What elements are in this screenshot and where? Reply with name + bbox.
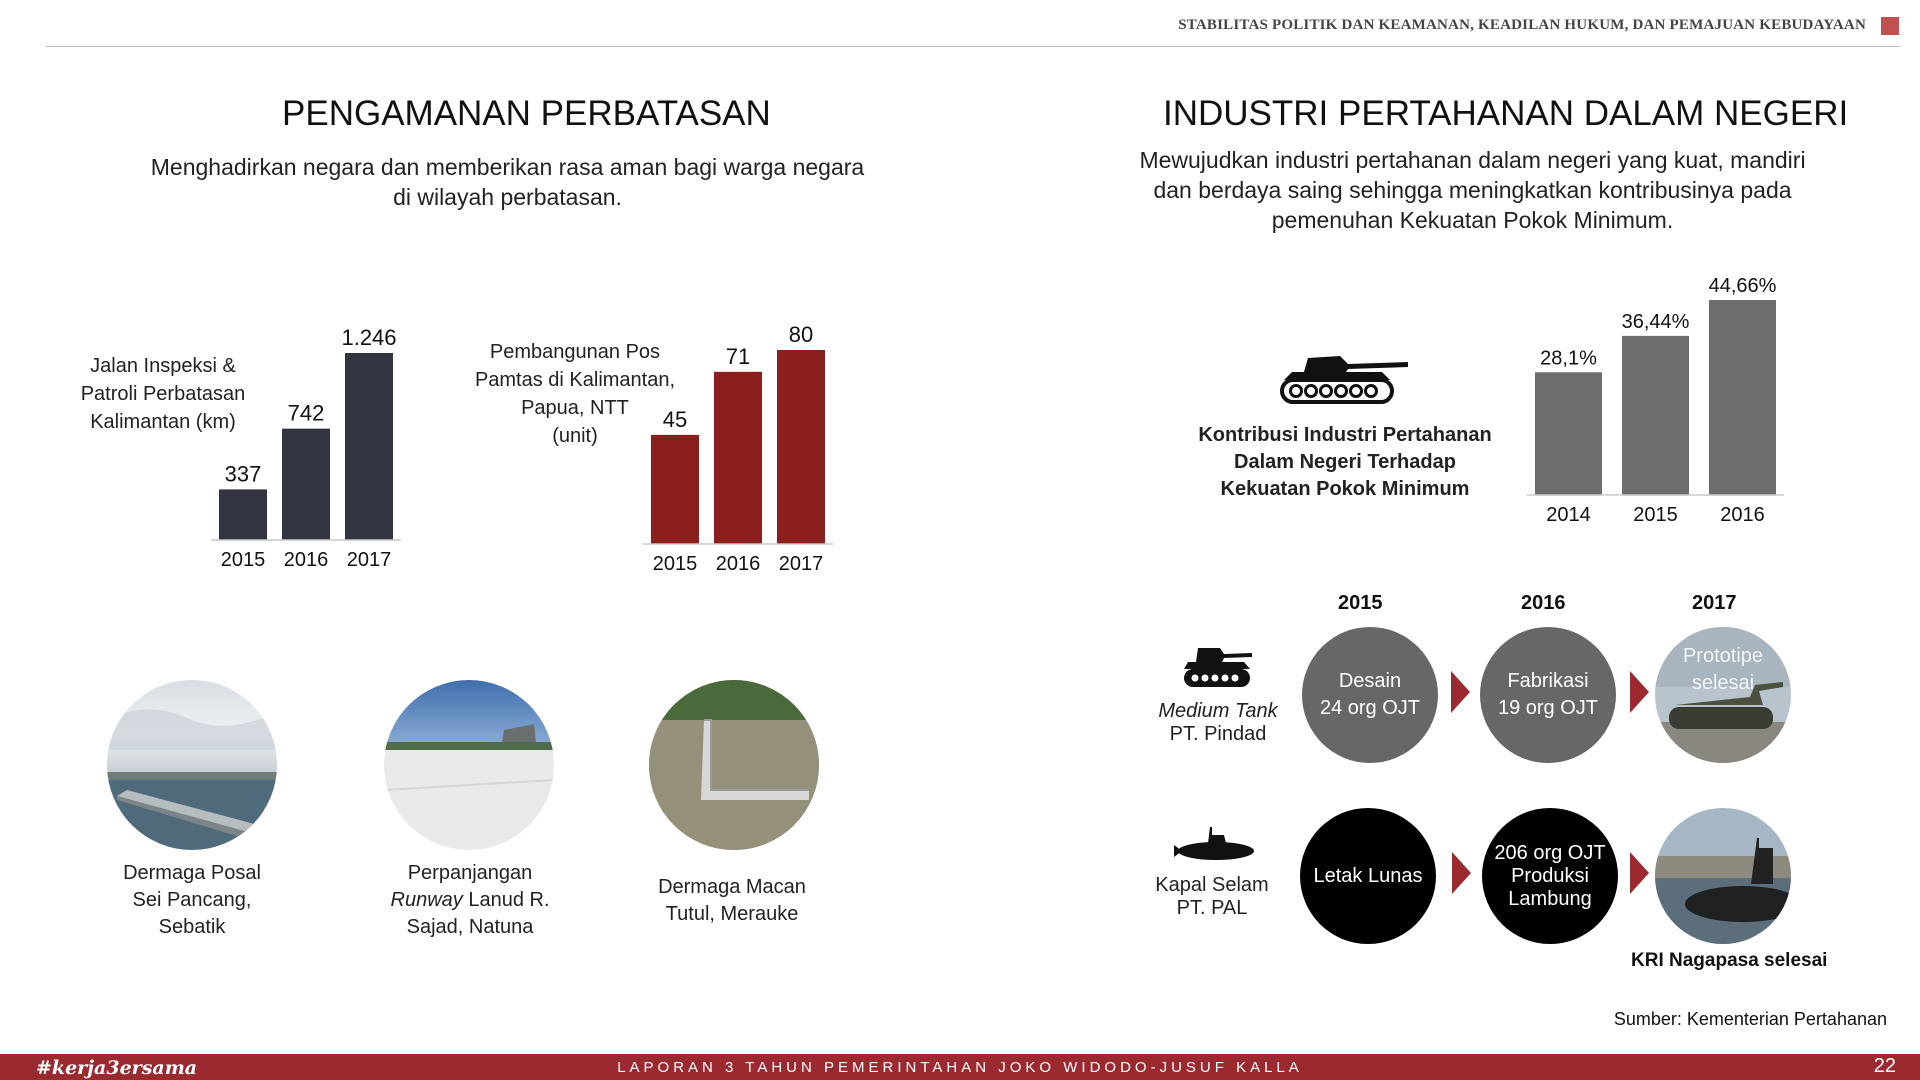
arrow-icon xyxy=(1630,671,1649,713)
step-line: Letak Lunas xyxy=(1313,864,1423,887)
bar-value-label: 71 xyxy=(725,343,751,369)
chart3-label-line: Kontribusi Industri Pertahanan xyxy=(1198,424,1492,446)
left-subtitle-line: Menghadirkan negara dan memberikan rasa aman bagi warga negara xyxy=(150,154,865,180)
caption-italic: Runway xyxy=(390,889,463,911)
chart1-label-line: Jalan Inspeksi & xyxy=(90,355,236,377)
row1-label xyxy=(1148,700,1288,746)
right-section-title: INDUSTRI PERTAHANAN DALAM NEGERI xyxy=(1163,94,1849,133)
step-line: 206 org OJT xyxy=(1494,841,1606,864)
bar-2015 xyxy=(1622,336,1689,495)
bar-value-label: 337 xyxy=(224,461,262,487)
step-line: Desain xyxy=(1338,670,1402,692)
chart2-label-line: Pamtas di Kalimantan, xyxy=(474,369,676,391)
chart2-label-line: (unit) xyxy=(552,425,598,447)
step-line: Fabrikasi xyxy=(1507,670,1589,692)
category-tick-label: 2014 xyxy=(1546,504,1591,526)
category-tick-label: 2015 xyxy=(652,553,698,575)
category-tick-label: 2016 xyxy=(715,553,761,575)
header-title: STABILITAS POLITIK DAN KEAMANAN, KEADILAN HUKUM, DAN PEMAJUAN KEBUDAYAAN xyxy=(1178,17,1866,33)
category-tick-label: 2017 xyxy=(778,553,824,575)
bar-value-label: 1.246 xyxy=(341,325,397,350)
caption-line: Sei Pancang, xyxy=(132,889,252,911)
caption-line: Sebatik xyxy=(158,916,226,938)
right-subtitle-line: pemenuhan Kekuatan Pokok Minimum. xyxy=(1271,207,1674,233)
left-section-title: PENGAMANAN PERBATASAN xyxy=(282,94,771,133)
caption-line: Perpanjangan xyxy=(407,862,533,884)
step-produksi-lambung xyxy=(1482,808,1618,944)
step-line: Lambung xyxy=(1508,887,1592,910)
source-note: Sumber: Kementerian Pertahanan xyxy=(1613,1009,1887,1029)
row1-label-italic: Medium Tank xyxy=(1158,700,1278,722)
category-tick-label: 2015 xyxy=(1633,504,1678,526)
photo-kri-nagapasa xyxy=(1655,808,1791,944)
category-tick-label: 2016 xyxy=(1720,504,1765,526)
chart2-label-line: Pembangunan Pos xyxy=(489,341,661,363)
bar-value-label: 80 xyxy=(788,322,814,347)
row2-label-line: Kapal Selam xyxy=(1155,874,1269,896)
right-subtitle-line: dan berdaya saing sehingga meningkatkan kontribusinya pada xyxy=(1153,177,1792,203)
bar-value-label: 44,66% xyxy=(1708,275,1777,297)
bar-2014 xyxy=(1535,372,1602,495)
step-letak-lunas xyxy=(1300,808,1436,944)
footer-hashtag: #kerja3ersama xyxy=(36,1057,198,1079)
row2-label-line: PT. PAL xyxy=(1176,897,1248,919)
caption-line: Lanud R. xyxy=(462,889,550,911)
caption-line: Dermaga Posal xyxy=(123,862,261,884)
bar-2016 xyxy=(1709,300,1776,495)
footer-report-title: LAPORAN 3 TAHUN PEMERINTAHAN JOKO WIDODO-JUSUF KALLA xyxy=(617,1059,1303,1076)
bar-value-label: 36,44% xyxy=(1621,310,1690,333)
step-line: selesai xyxy=(1691,672,1755,694)
step-line: Produksi xyxy=(1511,864,1589,887)
timeline-year: 2017 xyxy=(1692,592,1737,614)
step-line: 24 org OJT xyxy=(1319,697,1421,719)
submarine-icon xyxy=(1172,823,1258,865)
row2-label xyxy=(1142,874,1282,920)
page-number: 22 xyxy=(1873,1055,1896,1077)
arrow-icon xyxy=(1630,852,1649,894)
timeline-year: 2016 xyxy=(1521,592,1566,614)
step-fabrikasi xyxy=(1480,627,1616,763)
chart1-label-line: Kalimantan (km) xyxy=(90,411,236,433)
small-tank-icon xyxy=(1182,645,1254,689)
step-desain xyxy=(1302,627,1438,763)
chart3-label-line: Dalam Negeri Terhadap xyxy=(1234,451,1456,473)
kri-nagapasa-caption: KRI Nagapasa selesai xyxy=(1631,950,1828,971)
timeline-year: 2015 xyxy=(1338,592,1383,614)
caption-line: Sajad, Natuna xyxy=(406,916,534,938)
category-tick-label: 2017 xyxy=(346,549,392,571)
bar-value-label: 45 xyxy=(662,406,688,432)
chart2-label-line: Papua, NTT xyxy=(521,397,629,419)
arrow-icon xyxy=(1452,852,1471,894)
category-tick-label: 2016 xyxy=(283,549,329,571)
arrow-icon xyxy=(1451,671,1470,713)
step-line: Prototipe xyxy=(1682,645,1764,667)
category-tick-label: 2015 xyxy=(220,549,266,571)
chart1-label-line: Patroli Perbatasan xyxy=(80,383,246,405)
row1-label-company: PT. Pindad xyxy=(1169,723,1267,745)
step-prototipe xyxy=(1655,627,1791,763)
bar-value-label: 28,1% xyxy=(1540,347,1597,370)
caption-line: Dermaga Macan xyxy=(658,876,806,898)
caption-line: Tutul, Merauke xyxy=(665,903,799,925)
left-subtitle-line: di wilayah perbatasan. xyxy=(393,184,622,210)
bar-value-label: 742 xyxy=(287,400,325,426)
chart3-label-line: Kekuatan Pokok Minimum xyxy=(1220,478,1470,500)
step-line: 19 org OJT xyxy=(1497,697,1599,719)
right-subtitle-line: Mewujudkan industri pertahanan dalam negeri yang kuat, mandiri xyxy=(1139,147,1806,173)
